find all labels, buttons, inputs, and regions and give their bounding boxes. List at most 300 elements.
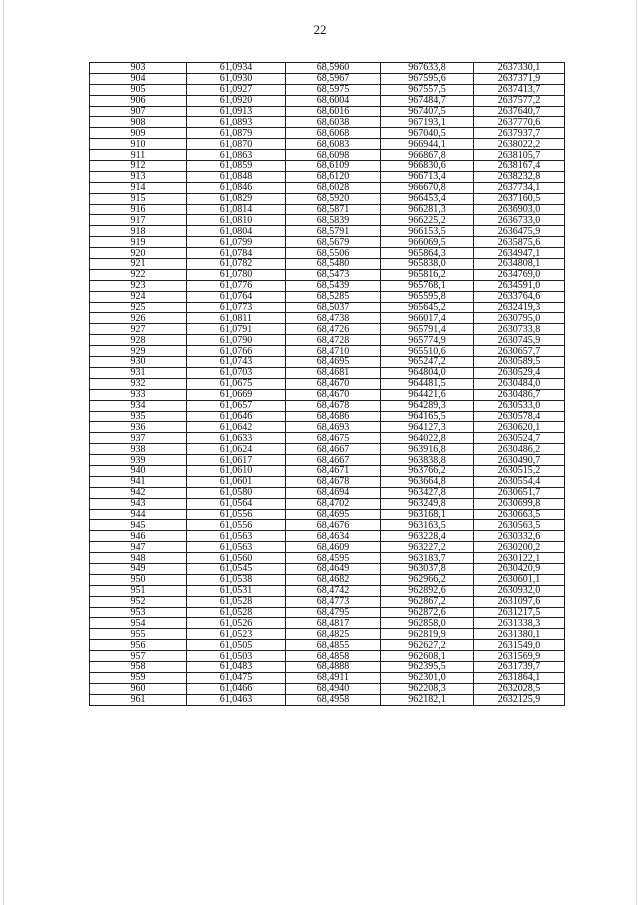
latitude-cell: 61,0859 [187, 161, 286, 172]
table-row [90, 455, 565, 466]
table-row [90, 411, 565, 422]
longitude-cell: 68,4742 [286, 585, 381, 596]
y-coordinate-cell: 2630589,5 [474, 357, 565, 368]
longitude-cell: 68,6016 [286, 106, 381, 117]
longitude-cell: 68,4773 [286, 596, 381, 607]
table-row [90, 378, 565, 389]
latitude-cell: 61,0920 [187, 95, 286, 106]
point-number-cell: 937 [90, 433, 187, 444]
x-coordinate-cell: 963916,8 [381, 444, 474, 455]
point-number-cell: 951 [90, 585, 187, 596]
table-row [90, 367, 565, 378]
point-number-cell: 903 [90, 63, 187, 74]
table-row [90, 520, 565, 531]
point-number-cell: 950 [90, 574, 187, 585]
scan-edge-left [3, 0, 4, 905]
x-coordinate-cell: 962301,0 [381, 672, 474, 683]
table-row [90, 182, 565, 193]
latitude-cell: 61,0505 [187, 640, 286, 651]
x-coordinate-cell: 963838,8 [381, 455, 474, 466]
point-number-cell: 956 [90, 640, 187, 651]
longitude-cell: 68,6038 [286, 117, 381, 128]
longitude-cell: 68,4728 [286, 335, 381, 346]
table-row [90, 248, 565, 259]
table-row [90, 433, 565, 444]
longitude-cell: 68,4710 [286, 346, 381, 357]
point-number-cell: 946 [90, 531, 187, 542]
table-row [90, 400, 565, 411]
y-coordinate-cell: 2631549,0 [474, 640, 565, 651]
y-coordinate-cell: 2630122,1 [474, 553, 565, 564]
longitude-cell: 68,5439 [286, 280, 381, 291]
point-number-cell: 948 [90, 553, 187, 564]
y-coordinate-cell: 2636475,9 [474, 226, 565, 237]
latitude-cell: 61,0810 [187, 215, 286, 226]
longitude-cell: 68,4795 [286, 607, 381, 618]
x-coordinate-cell: 967040,5 [381, 128, 474, 139]
y-coordinate-cell: 2634769,0 [474, 269, 565, 280]
y-coordinate-cell: 2634808,1 [474, 259, 565, 270]
latitude-cell: 61,0879 [187, 128, 286, 139]
x-coordinate-cell: 964127,3 [381, 422, 474, 433]
latitude-cell: 61,0811 [187, 313, 286, 324]
x-coordinate-cell: 966281,3 [381, 204, 474, 215]
table-row [90, 509, 565, 520]
latitude-cell: 61,0580 [187, 487, 286, 498]
longitude-cell: 68,4817 [286, 618, 381, 629]
x-coordinate-cell: 964481,5 [381, 378, 474, 389]
y-coordinate-cell: 2630699,8 [474, 498, 565, 509]
latitude-cell: 61,0814 [187, 204, 286, 215]
longitude-cell: 68,4670 [286, 378, 381, 389]
table-row [90, 618, 565, 629]
longitude-cell: 68,4940 [286, 683, 381, 694]
x-coordinate-cell: 962867,2 [381, 596, 474, 607]
table-row [90, 346, 565, 357]
x-coordinate-cell: 963664,8 [381, 476, 474, 487]
point-number-cell: 949 [90, 563, 187, 574]
point-number-cell: 915 [90, 193, 187, 204]
longitude-cell: 68,4675 [286, 433, 381, 444]
x-coordinate-cell: 964022,8 [381, 433, 474, 444]
x-coordinate-cell: 963183,7 [381, 553, 474, 564]
table-row [90, 574, 565, 585]
table-row [90, 672, 565, 683]
x-coordinate-cell: 962966,2 [381, 574, 474, 585]
y-coordinate-cell: 2631380,1 [474, 629, 565, 640]
latitude-cell: 61,0538 [187, 574, 286, 585]
latitude-cell: 61,0675 [187, 378, 286, 389]
longitude-cell: 68,4825 [286, 629, 381, 640]
table-row [90, 498, 565, 509]
longitude-cell: 68,4609 [286, 542, 381, 553]
point-number-cell: 918 [90, 226, 187, 237]
x-coordinate-cell: 966069,5 [381, 237, 474, 248]
page-number: 22 [313, 22, 327, 37]
table-row [90, 302, 565, 313]
longitude-cell: 68,4738 [286, 313, 381, 324]
latitude-cell: 61,0773 [187, 302, 286, 313]
y-coordinate-cell: 2630578,4 [474, 411, 565, 422]
longitude-cell: 68,4681 [286, 367, 381, 378]
y-coordinate-cell: 2635875,6 [474, 237, 565, 248]
y-coordinate-cell: 2630490,7 [474, 455, 565, 466]
latitude-cell: 61,0669 [187, 389, 286, 400]
table-row [90, 313, 565, 324]
latitude-cell: 61,0528 [187, 607, 286, 618]
table-row [90, 63, 565, 74]
x-coordinate-cell: 966017,4 [381, 313, 474, 324]
table-row [90, 542, 565, 553]
latitude-cell: 61,0563 [187, 542, 286, 553]
point-number-cell: 944 [90, 509, 187, 520]
table-row [90, 357, 565, 368]
latitude-cell: 61,0528 [187, 596, 286, 607]
table-row [90, 106, 565, 117]
table-row [90, 596, 565, 607]
table-row [90, 226, 565, 237]
point-number-cell: 959 [90, 672, 187, 683]
table-row [90, 269, 565, 280]
longitude-cell: 68,5975 [286, 84, 381, 95]
y-coordinate-cell: 2630601,1 [474, 574, 565, 585]
y-coordinate-cell: 2631097,6 [474, 596, 565, 607]
y-coordinate-cell: 2637330,1 [474, 63, 565, 74]
x-coordinate-cell: 962208,3 [381, 683, 474, 694]
x-coordinate-cell: 967484,7 [381, 95, 474, 106]
point-number-cell: 945 [90, 520, 187, 531]
point-number-cell: 928 [90, 335, 187, 346]
point-number-cell: 957 [90, 651, 187, 662]
y-coordinate-cell: 2631864,1 [474, 672, 565, 683]
latitude-cell: 61,0766 [187, 346, 286, 357]
table-row [90, 280, 565, 291]
y-coordinate-cell: 2638167,4 [474, 161, 565, 172]
y-coordinate-cell: 2631569,9 [474, 651, 565, 662]
y-coordinate-cell: 2630554,4 [474, 476, 565, 487]
table-row [90, 389, 565, 400]
table-row [90, 640, 565, 651]
table-row [90, 84, 565, 95]
x-coordinate-cell: 963427,8 [381, 487, 474, 498]
longitude-cell: 68,4676 [286, 520, 381, 531]
longitude-cell: 68,4855 [286, 640, 381, 651]
point-number-cell: 904 [90, 73, 187, 84]
point-number-cell: 919 [90, 237, 187, 248]
x-coordinate-cell: 965774,9 [381, 335, 474, 346]
y-coordinate-cell: 2637577,2 [474, 95, 565, 106]
point-number-cell: 914 [90, 182, 187, 193]
point-number-cell: 921 [90, 259, 187, 270]
table-row [90, 204, 565, 215]
latitude-cell: 61,0764 [187, 291, 286, 302]
x-coordinate-cell: 962182,1 [381, 694, 474, 705]
table-row [90, 629, 565, 640]
longitude-cell: 68,4695 [286, 357, 381, 368]
latitude-cell: 61,0782 [187, 259, 286, 270]
point-number-cell: 926 [90, 313, 187, 324]
x-coordinate-cell: 963228,4 [381, 531, 474, 542]
table-row [90, 324, 565, 335]
longitude-cell: 68,5679 [286, 237, 381, 248]
latitude-cell: 61,0791 [187, 324, 286, 335]
y-coordinate-cell: 2630932,0 [474, 585, 565, 596]
x-coordinate-cell: 962892,6 [381, 585, 474, 596]
y-coordinate-cell: 2630663,5 [474, 509, 565, 520]
point-number-cell: 934 [90, 400, 187, 411]
longitude-cell: 68,5791 [286, 226, 381, 237]
y-coordinate-cell: 2634947,1 [474, 248, 565, 259]
point-number-cell: 923 [90, 280, 187, 291]
longitude-cell: 68,4693 [286, 422, 381, 433]
x-coordinate-cell: 965838,0 [381, 259, 474, 270]
longitude-cell: 68,5871 [286, 204, 381, 215]
latitude-cell: 61,0657 [187, 400, 286, 411]
table-row [90, 150, 565, 161]
coordinates-table-body [90, 63, 565, 706]
x-coordinate-cell: 963037,8 [381, 563, 474, 574]
longitude-cell: 68,6120 [286, 171, 381, 182]
y-coordinate-cell: 2632125,9 [474, 694, 565, 705]
table-row [90, 444, 565, 455]
point-number-cell: 952 [90, 596, 187, 607]
y-coordinate-cell: 2636903,0 [474, 204, 565, 215]
x-coordinate-cell: 966867,8 [381, 150, 474, 161]
latitude-cell: 61,0523 [187, 629, 286, 640]
table-row [90, 651, 565, 662]
x-coordinate-cell: 965645,2 [381, 302, 474, 313]
longitude-cell: 68,4595 [286, 553, 381, 564]
y-coordinate-cell: 2630200,2 [474, 542, 565, 553]
y-coordinate-cell: 2637640,7 [474, 106, 565, 117]
x-coordinate-cell: 965816,2 [381, 269, 474, 280]
table-row [90, 139, 565, 150]
y-coordinate-cell: 2630524,7 [474, 433, 565, 444]
latitude-cell: 61,0601 [187, 476, 286, 487]
x-coordinate-cell: 966453,4 [381, 193, 474, 204]
y-coordinate-cell: 2634591,0 [474, 280, 565, 291]
y-coordinate-cell: 2632419,3 [474, 302, 565, 313]
y-coordinate-cell: 2630484,0 [474, 378, 565, 389]
y-coordinate-cell: 2630529,4 [474, 367, 565, 378]
y-coordinate-cell: 2631739,7 [474, 661, 565, 672]
latitude-cell: 61,0799 [187, 237, 286, 248]
point-number-cell: 935 [90, 411, 187, 422]
longitude-cell: 68,5506 [286, 248, 381, 259]
latitude-cell: 61,0743 [187, 357, 286, 368]
table-row [90, 422, 565, 433]
x-coordinate-cell: 967193,1 [381, 117, 474, 128]
y-coordinate-cell: 2630486,7 [474, 389, 565, 400]
y-coordinate-cell: 2633764,6 [474, 291, 565, 302]
table-row [90, 585, 565, 596]
latitude-cell: 61,0780 [187, 269, 286, 280]
y-coordinate-cell: 2630515,2 [474, 465, 565, 476]
point-number-cell: 906 [90, 95, 187, 106]
latitude-cell: 61,0804 [187, 226, 286, 237]
longitude-cell: 68,4678 [286, 400, 381, 411]
latitude-cell: 61,0556 [187, 509, 286, 520]
point-number-cell: 943 [90, 498, 187, 509]
point-number-cell: 958 [90, 661, 187, 672]
longitude-cell: 68,4678 [286, 476, 381, 487]
x-coordinate-cell: 962858,0 [381, 618, 474, 629]
x-coordinate-cell: 966713,4 [381, 171, 474, 182]
y-coordinate-cell: 2637937,7 [474, 128, 565, 139]
x-coordinate-cell: 964289,3 [381, 400, 474, 411]
x-coordinate-cell: 963163,5 [381, 520, 474, 531]
point-number-cell: 932 [90, 378, 187, 389]
x-coordinate-cell: 963249,8 [381, 498, 474, 509]
y-coordinate-cell: 2638022,2 [474, 139, 565, 150]
table-row [90, 193, 565, 204]
x-coordinate-cell: 966944,1 [381, 139, 474, 150]
table-row [90, 335, 565, 346]
latitude-cell: 61,0870 [187, 139, 286, 150]
latitude-cell: 61,0466 [187, 683, 286, 694]
point-number-cell: 961 [90, 694, 187, 705]
latitude-cell: 61,0790 [187, 335, 286, 346]
x-coordinate-cell: 965510,6 [381, 346, 474, 357]
x-coordinate-cell: 965768,1 [381, 280, 474, 291]
latitude-cell: 61,0526 [187, 618, 286, 629]
longitude-cell: 68,6068 [286, 128, 381, 139]
longitude-cell: 68,5920 [286, 193, 381, 204]
y-coordinate-cell: 2632028,5 [474, 683, 565, 694]
y-coordinate-cell: 2637371,9 [474, 73, 565, 84]
latitude-cell: 61,0475 [187, 672, 286, 683]
y-coordinate-cell: 2630795,0 [474, 313, 565, 324]
y-coordinate-cell: 2631217,5 [474, 607, 565, 618]
latitude-cell: 61,0483 [187, 661, 286, 672]
longitude-cell: 68,4671 [286, 465, 381, 476]
x-coordinate-cell: 967557,5 [381, 84, 474, 95]
x-coordinate-cell: 962819,9 [381, 629, 474, 640]
y-coordinate-cell: 2637770,6 [474, 117, 565, 128]
table-row [90, 465, 565, 476]
y-coordinate-cell: 2630651,7 [474, 487, 565, 498]
y-coordinate-cell: 2630657,7 [474, 346, 565, 357]
table-row [90, 487, 565, 498]
latitude-cell: 61,0913 [187, 106, 286, 117]
latitude-cell: 61,0846 [187, 182, 286, 193]
point-number-cell: 929 [90, 346, 187, 357]
point-number-cell: 955 [90, 629, 187, 640]
point-number-cell: 912 [90, 161, 187, 172]
point-number-cell: 925 [90, 302, 187, 313]
x-coordinate-cell: 966153,5 [381, 226, 474, 237]
point-number-cell: 908 [90, 117, 187, 128]
longitude-cell: 68,5473 [286, 269, 381, 280]
y-coordinate-cell: 2637413,7 [474, 84, 565, 95]
x-coordinate-cell: 963227,2 [381, 542, 474, 553]
longitude-cell: 68,4858 [286, 651, 381, 662]
table-row [90, 683, 565, 694]
y-coordinate-cell: 2637160,5 [474, 193, 565, 204]
longitude-cell: 68,5839 [286, 215, 381, 226]
x-coordinate-cell: 964421,6 [381, 389, 474, 400]
latitude-cell: 61,0776 [187, 280, 286, 291]
latitude-cell: 61,0610 [187, 465, 286, 476]
table-row [90, 607, 565, 618]
y-coordinate-cell: 2630620,1 [474, 422, 565, 433]
point-number-cell: 942 [90, 487, 187, 498]
latitude-cell: 61,0564 [187, 498, 286, 509]
scan-edge-right [636, 0, 637, 905]
longitude-cell: 68,4726 [286, 324, 381, 335]
x-coordinate-cell: 966830,6 [381, 161, 474, 172]
table-row [90, 259, 565, 270]
latitude-cell: 61,0545 [187, 563, 286, 574]
table-row [90, 215, 565, 226]
longitude-cell: 68,6109 [286, 161, 381, 172]
point-number-cell: 947 [90, 542, 187, 553]
table-row [90, 553, 565, 564]
point-number-cell: 953 [90, 607, 187, 618]
x-coordinate-cell: 966225,2 [381, 215, 474, 226]
table-row [90, 563, 565, 574]
latitude-cell: 61,0927 [187, 84, 286, 95]
latitude-cell: 61,0829 [187, 193, 286, 204]
longitude-cell: 68,4667 [286, 455, 381, 466]
y-coordinate-cell: 2630486,2 [474, 444, 565, 455]
latitude-cell: 61,0633 [187, 433, 286, 444]
x-coordinate-cell: 967633,8 [381, 63, 474, 74]
x-coordinate-cell: 963766,2 [381, 465, 474, 476]
x-coordinate-cell: 967595,6 [381, 73, 474, 84]
point-number-cell: 960 [90, 683, 187, 694]
point-number-cell: 909 [90, 128, 187, 139]
longitude-cell: 68,5967 [286, 73, 381, 84]
longitude-cell: 68,4686 [286, 411, 381, 422]
latitude-cell: 61,0503 [187, 651, 286, 662]
latitude-cell: 61,0642 [187, 422, 286, 433]
longitude-cell: 68,4670 [286, 389, 381, 400]
latitude-cell: 61,0784 [187, 248, 286, 259]
y-coordinate-cell: 2637734,1 [474, 182, 565, 193]
x-coordinate-cell: 962608,1 [381, 651, 474, 662]
point-number-cell: 905 [90, 84, 187, 95]
table-row [90, 694, 565, 705]
point-number-cell: 939 [90, 455, 187, 466]
longitude-cell: 68,4694 [286, 487, 381, 498]
x-coordinate-cell: 962627,2 [381, 640, 474, 651]
longitude-cell: 68,5037 [286, 302, 381, 313]
point-number-cell: 954 [90, 618, 187, 629]
longitude-cell: 68,4958 [286, 694, 381, 705]
table-row [90, 117, 565, 128]
point-number-cell: 941 [90, 476, 187, 487]
x-coordinate-cell: 964165,5 [381, 411, 474, 422]
longitude-cell: 68,5960 [286, 63, 381, 74]
latitude-cell: 61,0463 [187, 694, 286, 705]
latitude-cell: 61,0893 [187, 117, 286, 128]
longitude-cell: 68,6083 [286, 139, 381, 150]
point-number-cell: 938 [90, 444, 187, 455]
x-coordinate-cell: 965595,8 [381, 291, 474, 302]
table-row [90, 237, 565, 248]
table-row [90, 73, 565, 84]
table-row [90, 291, 565, 302]
y-coordinate-cell: 2636733,0 [474, 215, 565, 226]
x-coordinate-cell: 962395,5 [381, 661, 474, 672]
longitude-cell: 68,6004 [286, 95, 381, 106]
y-coordinate-cell: 2630733,8 [474, 324, 565, 335]
y-coordinate-cell: 2638232,8 [474, 171, 565, 182]
table-row [90, 531, 565, 542]
x-coordinate-cell: 967407,5 [381, 106, 474, 117]
point-number-cell: 910 [90, 139, 187, 150]
